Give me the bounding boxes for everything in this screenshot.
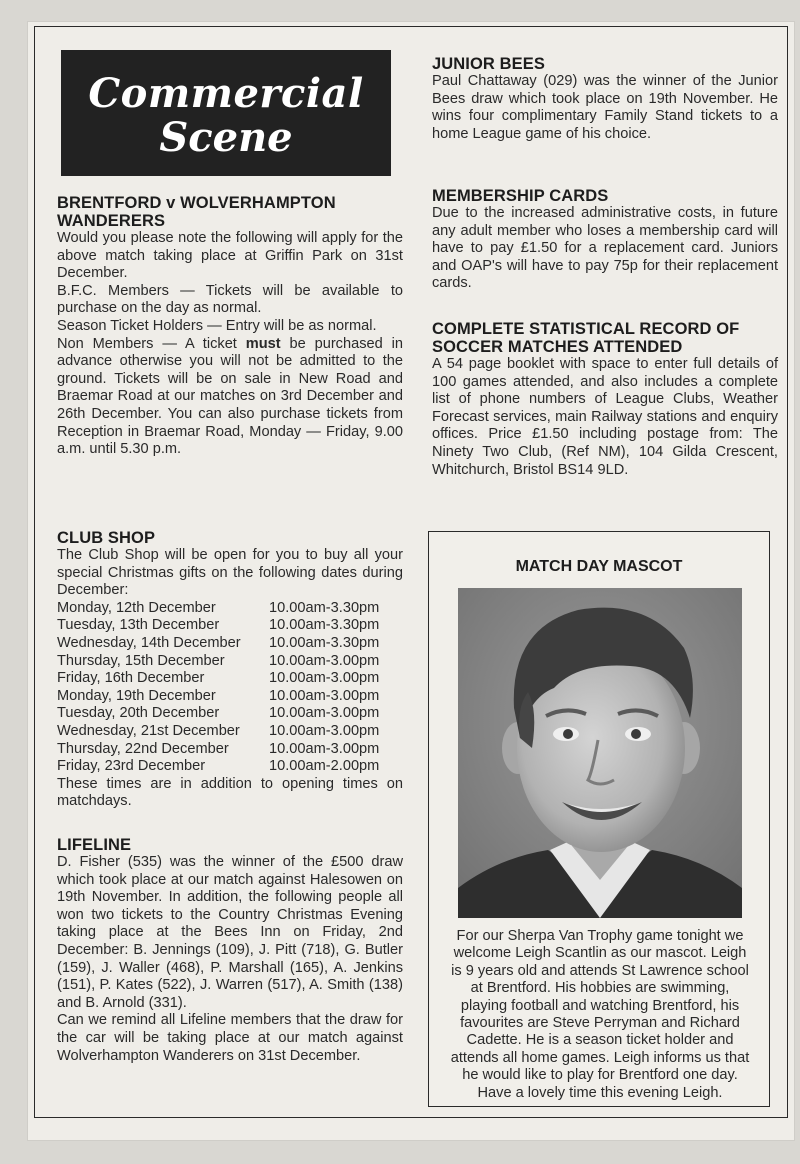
schedule-day: Friday, 23rd December bbox=[57, 758, 206, 775]
mascot-photo bbox=[458, 588, 742, 918]
mascot-para-1: For our Sherpa Van Trophy game tonight we welcome Leigh Scantlin as our mascot. Leigh is 9 years old and attends St Lawrence school at Brentford. His hobbies are swimming, playing football and watching Brentford, his favourites are Steve Perryman and Richard Cadette. He is a season ticket holder and attends all home games. Leigh informs us that he would like to play for Brentford one day. bbox=[450, 928, 750, 1084]
mascot-text bbox=[449, 928, 751, 1102]
schedule-day: Monday, 12th December bbox=[57, 599, 216, 616]
club-shop-schedule bbox=[57, 600, 403, 776]
brentford-para-3: Season Ticket Holders — Entry will be as normal. bbox=[57, 317, 377, 334]
club-shop-outro: These times are in addition to opening times on matchdays. bbox=[57, 775, 403, 810]
schedule-day: Tuesday, 20th December bbox=[57, 705, 220, 722]
schedule-row bbox=[57, 758, 403, 776]
brentford-para-4 bbox=[57, 336, 403, 459]
non-members-text: Non Members — A ticket bbox=[57, 335, 246, 352]
brentford-title-2: WANDERERS bbox=[57, 212, 166, 230]
schedule-time: 10.00am-3.00pm bbox=[269, 652, 380, 669]
membership-section bbox=[432, 187, 778, 293]
record-section bbox=[432, 320, 778, 479]
schedule-row bbox=[57, 688, 403, 706]
schedule-day: Monday, 19th December bbox=[57, 687, 216, 704]
schedule-row bbox=[57, 600, 403, 618]
schedule-day: Thursday, 15th December bbox=[57, 652, 225, 669]
membership-para: Due to the increased administrative costs, in future any adult member who loses a membership card will have to pay £1.50 for a replacement card. Juniors and OAP's will have to pay 75p for their replacement cards. bbox=[432, 205, 778, 292]
schedule-time: 10.00am-3.00pm bbox=[269, 722, 380, 739]
schedule-row bbox=[57, 653, 403, 671]
junior-bees-title: JUNIOR BEES bbox=[432, 55, 545, 73]
brentford-title-1: BRENTFORD v WOLVERHAMPTON bbox=[57, 194, 336, 212]
schedule-time: 10.00am-3.00pm bbox=[269, 740, 380, 757]
brentford-section bbox=[57, 194, 403, 459]
lifeline-section bbox=[57, 836, 403, 1065]
schedule-day: Thursday, 22nd December bbox=[57, 740, 229, 757]
record-title-2: SOCCER MATCHES ATTENDED bbox=[432, 338, 683, 356]
brentford-para-2: B.F.C. Members — Tickets will be available to purchase on the day as normal. bbox=[57, 282, 403, 317]
schedule-time: 10.00am-3.00pm bbox=[269, 670, 380, 687]
record-title-1: COMPLETE STATISTICAL RECORD OF bbox=[432, 320, 740, 338]
lifeline-para-2: Can we remind all Lifeline members that the draw for the car will be taking place at our match against Wolverhampton Wanderers on 31st December. bbox=[57, 1012, 403, 1064]
schedule-day: Wednesday, 21st December bbox=[57, 722, 240, 739]
lifeline-para-1: D. Fisher (535) was the winner of the £500 draw which took place at our match against Halesowen on 19th November. In addition, the following people all won two tickets to the Country Christmas Evening taking place at the Bees Inn on Friday, 2nd December: B. Jennings (109), J. Pitt (718), G. Butler (159), J. Waller (468), P. Marshall (165), A. Jenkins (151), P. Kates (522), J. Warren (517), A. Smith (138) and B. Arnold (331). bbox=[57, 854, 403, 1011]
membership-title: MEMBERSHIP CARDS bbox=[432, 187, 609, 205]
junior-bees-para: Paul Chattaway (029) was the winner of the Junior Bees draw which took place on 19th November. He wins four complimentary Family Stand tickets to a home League game of his choice. bbox=[432, 73, 778, 142]
mascot-para-2: Have a lovely time this evening Leigh. bbox=[477, 1084, 723, 1101]
schedule-day: Friday, 16th December bbox=[57, 670, 205, 687]
club-shop-section bbox=[57, 529, 403, 811]
club-shop-intro: The Club Shop will be open for you to buy all your special Christmas gifts on the following dates during December: bbox=[57, 547, 403, 599]
mascot-portrait-image bbox=[458, 588, 742, 918]
mascot-box bbox=[428, 531, 770, 1107]
schedule-row bbox=[57, 670, 403, 688]
commercial-scene-banner bbox=[61, 50, 391, 176]
brentford-para-1: Would you please note the following will apply for the above match taking place at Griffin Park on 31st December. bbox=[57, 230, 403, 282]
schedule-row bbox=[57, 705, 403, 723]
schedule-time: 10.00am-3.30pm bbox=[269, 617, 380, 634]
schedule-day: Tuesday, 13th December bbox=[57, 617, 220, 634]
schedule-row bbox=[57, 635, 403, 653]
banner-line-1: Commercial bbox=[88, 70, 364, 117]
schedule-time: 10.00am-3.30pm bbox=[269, 599, 380, 616]
schedule-row bbox=[57, 741, 403, 759]
lifeline-title: LIFELINE bbox=[57, 836, 132, 854]
must-emphasis: must bbox=[245, 335, 281, 352]
schedule-row bbox=[57, 617, 403, 635]
schedule-row bbox=[57, 723, 403, 741]
record-para: A 54 page booklet with space to enter full details of 100 games attended, and also includes a complete list of phone numbers of League Clubs, Weather Forecast services, main Railway stations and enquiry offices. Price £1.50 including postage from: The Ninety Two Club, (Ref NM), 104 Gilda Crescent, Whitchurch, Bristol BS14 9LD. bbox=[432, 356, 778, 478]
junior-bees-section bbox=[432, 55, 778, 143]
schedule-day: Wednesday, 14th December bbox=[57, 634, 241, 651]
club-shop-title: CLUB SHOP bbox=[57, 529, 156, 547]
mascot-title: MATCH DAY MASCOT bbox=[515, 558, 683, 575]
schedule-time: 10.00am-3.00pm bbox=[269, 687, 380, 704]
schedule-time: 10.00am-3.00pm bbox=[269, 705, 380, 722]
schedule-time: 10.00am-3.30pm bbox=[269, 634, 380, 651]
non-members-text-rest: be purchased in advance otherwise you will not be admitted to the ground. Tickets will be on sale in New Road and Braemar Road at our matches on 3rd December and 26th December. You can also purchase tickets from Reception in Braemar Road, Monday — Friday, 9.00 a.m. until 5.30 p.m. bbox=[57, 335, 403, 458]
banner-line-2: Scene bbox=[159, 114, 293, 161]
schedule-time: 10.00am-2.00pm bbox=[269, 758, 380, 775]
